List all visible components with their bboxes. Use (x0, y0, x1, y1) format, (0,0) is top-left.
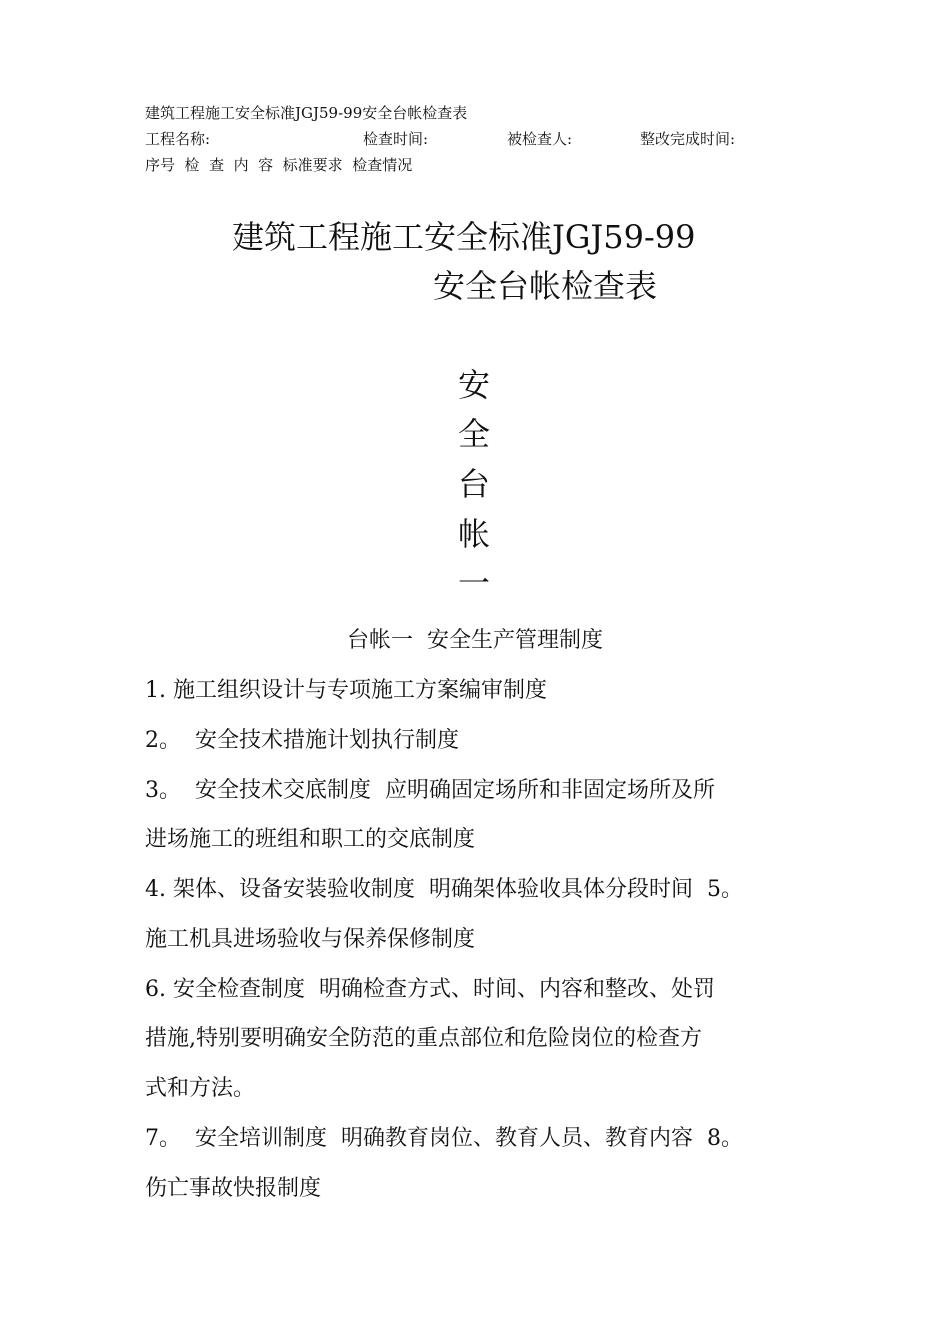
content-line: 1. 施工组织设计与专项施工方案编审制度 (145, 678, 547, 703)
main-title-line2: 安全台帐检查表 (433, 267, 658, 305)
content-line: 进场施工的班组和职工的交底制度 (145, 827, 476, 852)
content-line: 2。 安全技术措施计划执行制度 (145, 728, 459, 753)
content-line: 施工机具进场验收与保养保修制度 (145, 927, 476, 952)
content-line: 6. 安全检查制度 明确检查方式、时间、内容和整改、处罚 (145, 977, 715, 1002)
vertical-title-char: 全 (458, 415, 491, 453)
inspected-person-label: 被检查人: (507, 130, 573, 148)
rectify-time-label: 整改完成时间: (640, 130, 736, 148)
content-line: 伤亡事故快报制度 (145, 1176, 322, 1201)
vertical-title-char: 一 (458, 564, 491, 602)
content-line: 式和方法。 (145, 1076, 256, 1101)
table-column-headers: 序号 检 查 内 容 标准要求 检查情况 (145, 156, 413, 174)
content-line: 4. 架体、设备安装验收制度 明确架体验收具体分段时间 5。 (145, 877, 743, 902)
content-line: 措施,特别要明确安全防范的重点部位和危险岗位的检查方 (145, 1026, 702, 1051)
content-line: 3。 安全技术交底制度 应明确固定场所和非固定场所及所 (145, 778, 715, 803)
section-title: 台帐一 安全生产管理制度 (347, 628, 603, 653)
main-title-line1: 建筑工程施工安全标准JGJ59-99 (232, 218, 696, 256)
check-time-label: 检查时间: (363, 130, 429, 148)
vertical-title-char: 帐 (458, 515, 491, 553)
vertical-title-char: 安 (458, 366, 491, 404)
header-doc-title: 建筑工程施工安全标准JGJ59-99安全台帐检查表 (145, 104, 468, 122)
content-line: 7。 安全培训制度 明确教育岗位、教育人员、教育内容 8。 (145, 1126, 743, 1151)
project-name-label: 工程名称: (145, 130, 211, 148)
vertical-title-char: 台 (458, 465, 491, 503)
